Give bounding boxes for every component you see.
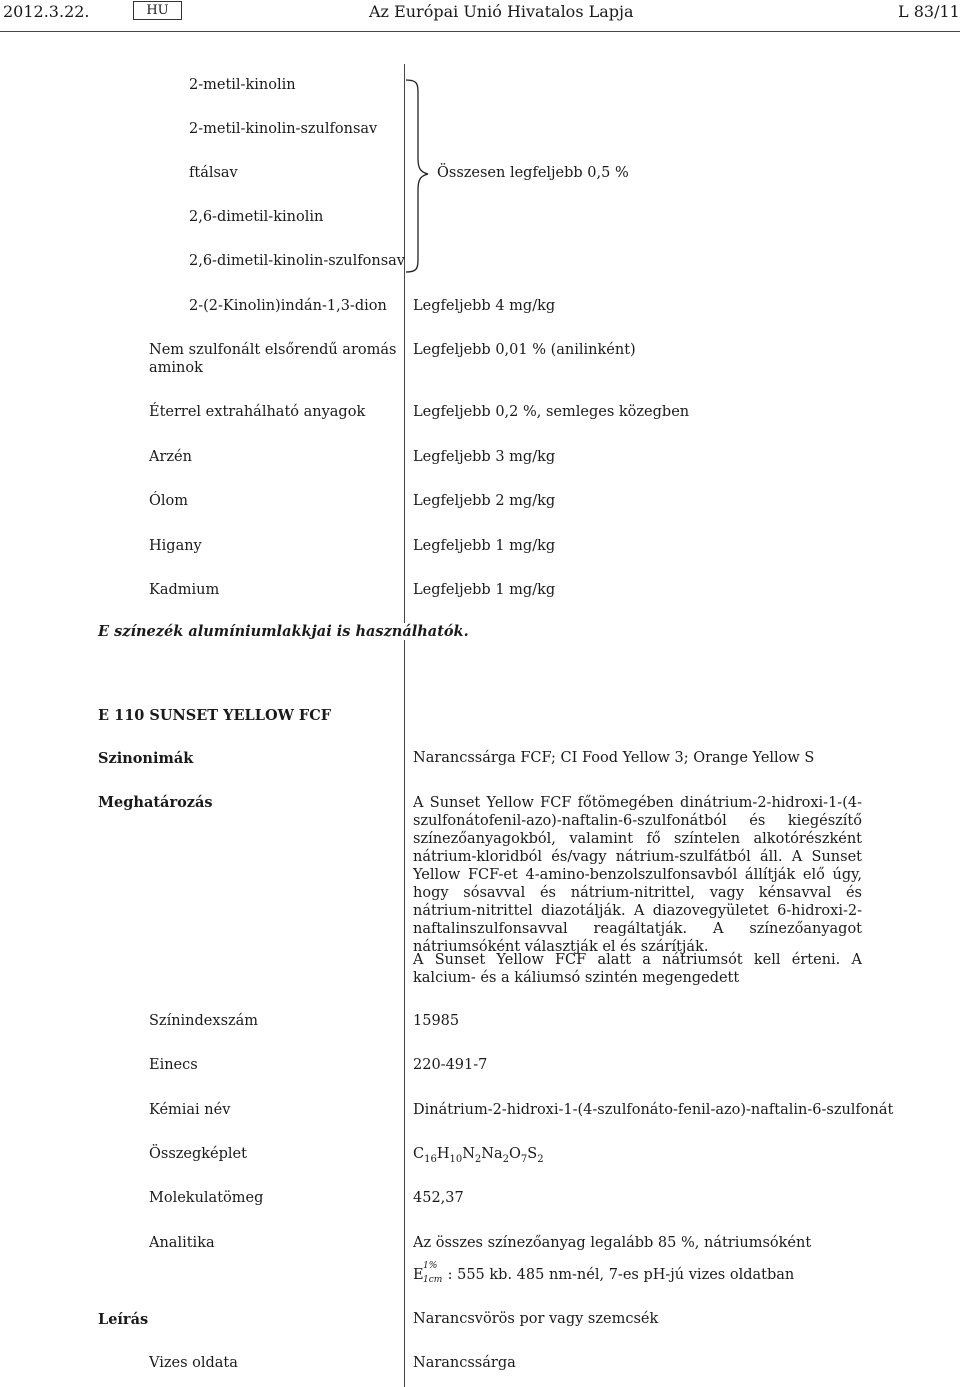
description-label: Leírás — [98, 1311, 149, 1328]
limit-value: Legfeljebb 4 mg/kg — [413, 298, 556, 314]
group-item: 2,6-dimetil-kinolin-szulfonsav — [189, 253, 405, 269]
assay-value: Az összes színezőanyag legalább 85 %, nátriumsóként — [413, 1235, 812, 1251]
formula-label: Összegképlet — [149, 1146, 247, 1162]
formula-sub: 16 — [424, 1153, 437, 1165]
group-item: 2,6-dimetil-kinolin — [189, 209, 324, 225]
aqueous-value: Narancssárga — [413, 1355, 516, 1371]
einecs-label: Einecs — [149, 1057, 198, 1073]
header-date: 2012.3.22. — [3, 2, 90, 21]
aqueous-label: Vizes oldata — [149, 1355, 238, 1371]
limit-name: Ólom — [149, 493, 189, 509]
limit-name: Arzén — [149, 449, 192, 465]
colour-index-value: 15985 — [413, 1013, 460, 1029]
absorbance-symbol — [413, 1261, 448, 1285]
group-brace — [404, 78, 432, 274]
formula-sub: 7 — [520, 1153, 528, 1165]
limit-value: Legfeljebb 1 mg/kg — [413, 538, 556, 554]
absorbance-value — [413, 1261, 795, 1285]
limit-value: Legfeljebb 3 mg/kg — [413, 449, 556, 465]
definition-paragraph: A Sunset Yellow FCF főtömegében dinátrium-2-hidroxi-1-(4-szulfonátofenil-azo)-naftalin-6-szulfonátból és kiegészítő színezőanyagokból, valamint fő színtelen alkotórészként nátrium-kloridból és/vagy nátrium-szulfátból áll. A Sunset Yellow FCF-et 4-amino-benzolszulfonsavból állítják elő úgy, hogy sósavval és nátrium-nitrittel, vagy kénsavval és nátrium-nitrittel diazotálják. A diazovegyületet 6-hidroxi-2-naftalinszulfonsavval reagáltatják. A színezőanyagot nátriumsóként választják el és szárítják. — [413, 795, 862, 955]
limit-name: Higany — [149, 538, 202, 554]
group-item: 2-metil-kinolin — [189, 77, 296, 93]
section-title: E 110 SUNSET YELLOW FCF — [98, 707, 332, 724]
definition-paragraph: A Sunset Yellow FCF alatt a nátriumsót kell érteni. A kalcium- és a káliumsó szintén megengedett — [413, 952, 862, 986]
group-item: 2-metil-kinolin-szulfonsav — [189, 121, 378, 137]
mol-weight-label: Molekulatömeg — [149, 1190, 264, 1206]
language-badge: HU — [133, 1, 182, 20]
formula-value: $C_{16}H_{10}N_2Na_2O_7S_2$ — [413, 1146, 544, 1165]
limit-name: Kadmium — [149, 582, 220, 598]
chem-name-value: Dinátrium-2-hidroxi-1-(4-szulfonáto-fenil-azo)-naftalin-6-szulfonát — [413, 1102, 894, 1118]
limit-value: Legfeljebb 2 mg/kg — [413, 493, 556, 509]
synonyms-label: Szinonimák — [98, 750, 194, 767]
einecs-value: 220-491-7 — [413, 1057, 488, 1073]
absorbance-e: E — [413, 1267, 424, 1283]
limit-value: Legfeljebb 0,2 %, semleges közegben — [413, 404, 690, 420]
group-total: Összesen legfeljebb 0,5 % — [437, 165, 629, 181]
formula-sub: 2 — [474, 1153, 482, 1165]
group-item: ftálsav — [189, 165, 238, 181]
header-rule — [0, 31, 960, 32]
formula-sub: 2 — [537, 1153, 544, 1165]
limit-name-cont: aminok — [149, 360, 203, 376]
limit-value: Legfeljebb 0,01 % (anilinként) — [413, 342, 636, 358]
description-value: Narancsvörös por vagy szemcsék — [413, 1311, 659, 1327]
formula-sub: 10 — [449, 1153, 463, 1165]
definition-label: Meghatározás — [98, 794, 213, 811]
limit-name: Nem szulfonált elsőrendű aromás — [149, 342, 397, 358]
formula-sub: 2 — [502, 1153, 510, 1165]
synonyms-value: Narancssárga FCF; CI Food Yellow 3; Orange Yellow S — [413, 750, 815, 766]
absorbance-sup: 1% — [423, 1261, 438, 1271]
limit-name: 2-(2-Kinolin)indán-1,3-dion — [189, 298, 387, 314]
absorbance-sub: 1cm — [423, 1275, 443, 1285]
limit-name: Éterrel extrahálható anyagok — [149, 404, 366, 420]
aluminium-lake-note: E színezék alumíniumlakkjai is használhatók. — [98, 623, 473, 640]
page-number: L 83/11 — [898, 2, 960, 21]
limit-value: Legfeljebb 1 mg/kg — [413, 582, 556, 598]
journal-title: Az Európai Unió Hivatalos Lapja — [369, 2, 634, 21]
chem-name-label: Kémiai név — [149, 1102, 231, 1118]
absorbance-text: : 555 kb. 485 nm-nél, 7-es pH-jú vizes oldatban — [447, 1267, 795, 1283]
assay-label: Analitika — [149, 1235, 215, 1251]
mol-weight-value: 452,37 — [413, 1190, 464, 1206]
colour-index-label: Színindexszám — [149, 1013, 259, 1029]
